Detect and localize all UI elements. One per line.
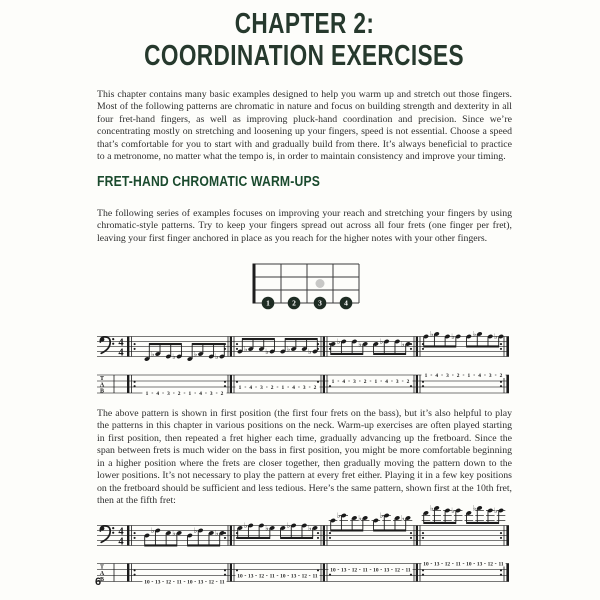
svg-text:4: 4 <box>156 391 160 397</box>
svg-text:2: 2 <box>456 373 460 379</box>
svg-text:4: 4 <box>385 379 388 385</box>
svg-text:13: 13 <box>434 561 440 568</box>
svg-text:3: 3 <box>395 379 399 385</box>
svg-text:♭: ♭ <box>451 332 455 342</box>
svg-text:4: 4 <box>249 385 253 391</box>
svg-text:2: 2 <box>499 373 503 379</box>
svg-text:T: T <box>99 376 105 382</box>
svg-text:♭: ♭ <box>215 352 219 362</box>
svg-text:♭: ♭ <box>265 347 269 357</box>
svg-text:2: 2 <box>291 298 296 308</box>
svg-text:3: 3 <box>302 385 306 391</box>
svg-text:3: 3 <box>488 373 492 379</box>
svg-text:12: 12 <box>165 579 172 586</box>
svg-text:11: 11 <box>219 579 225 586</box>
svg-text:1: 1 <box>265 298 270 308</box>
svg-text:♭: ♭ <box>150 349 155 359</box>
svg-text:4: 4 <box>199 391 202 397</box>
svg-text:♭: ♭ <box>336 337 341 347</box>
svg-text:♭: ♭ <box>193 349 198 359</box>
svg-text:4: 4 <box>342 379 346 385</box>
svg-text:2: 2 <box>270 385 274 391</box>
svg-text:12: 12 <box>394 567 400 574</box>
svg-text:4: 4 <box>118 526 124 538</box>
svg-text:♭: ♭ <box>172 352 176 362</box>
svg-text:T: T <box>99 564 105 571</box>
svg-text:12: 12 <box>301 573 307 580</box>
svg-text:12: 12 <box>351 567 358 574</box>
svg-text:♭: ♭ <box>358 339 362 349</box>
svg-text:3: 3 <box>167 391 170 397</box>
svg-text:10: 10 <box>280 573 286 580</box>
svg-text:♭: ♭ <box>286 521 291 531</box>
svg-text:♭: ♭ <box>150 526 155 536</box>
svg-text:A: A <box>99 382 105 389</box>
svg-text:3: 3 <box>446 373 449 379</box>
svg-text:4: 4 <box>118 337 124 349</box>
position-paragraph: The above pattern is shown in first position (the first four frets on the bass), but it’s also helpful to play the patterns in this chapter in various positions on the neck. Warm-up exercises are often played starting in first position, then repeated a fret higher each time, gradually advancing up the fretboard. Since the span between frets is much wider on the bass in first position, you might be more comfortable beginning in a higher position where the frets are closer together, then gradually moving the pattern down to the lower positions. It’s not necessary to play the pattern at every fret either. Playing it in a few key positions on the fretboard should be sufficient and less tedious. Here’s the same pattern, shown first at the 10th fret, then at the fifth fret: <box>97 408 512 507</box>
svg-text:♭: ♭ <box>379 511 384 521</box>
svg-text:11: 11 <box>405 567 411 574</box>
svg-text:♭: ♭ <box>494 506 498 516</box>
svg-text:♭: ♭ <box>286 344 291 354</box>
svg-text:4: 4 <box>478 373 481 379</box>
svg-text:4: 4 <box>118 536 124 548</box>
svg-text:3: 3 <box>353 379 356 385</box>
svg-text:13: 13 <box>248 573 254 580</box>
svg-text:B: B <box>99 388 105 395</box>
svg-text:4: 4 <box>343 298 348 308</box>
svg-text:♭: ♭ <box>401 513 405 523</box>
svg-text:10: 10 <box>330 567 336 574</box>
svg-text:A: A <box>99 570 105 577</box>
svg-text:12: 12 <box>208 579 214 586</box>
warmup-paragraph: The following series of examples focuses on improving your reach and stretching your fingers by using chromatic-style patterns. Try to keep your fingers spread out across all four frets (one finger per fret), leaving your first finger anchored in place as you reach for the higher notes with your other fingers. <box>97 208 512 244</box>
svg-text:1: 1 <box>188 391 192 397</box>
svg-text:2: 2 <box>177 391 181 397</box>
svg-text:1: 1 <box>145 391 149 397</box>
svg-text:♭: ♭ <box>172 528 176 538</box>
fretboard-graphic <box>245 256 365 320</box>
svg-text:♭: ♭ <box>472 329 477 339</box>
svg-text:B: B <box>99 577 105 584</box>
svg-text:2: 2 <box>406 379 410 385</box>
intro-paragraph: This chapter contains many basic examples designed to help you warm up and stretch out those fingers. Most of the following patterns are chromatic in nature and focus on building strength and dexterity in all four fret-hand fingers, as well as improving pluck-hand coordination and precision. Since we’re concentrating mostly on stretching and loosening up your fingers, speed is not essential. Choose a speed that’s comfortable for you to start with and gradually build from there. It’s always beneficial to practice to a metronome, no matter what the tempo is, in order to maintain consistency and improve your timing. <box>97 89 512 163</box>
svg-text:10: 10 <box>144 579 150 586</box>
svg-text:♭: ♭ <box>308 347 312 357</box>
svg-text:3: 3 <box>260 385 263 391</box>
svg-text:♭: ♭ <box>401 339 405 349</box>
svg-text:♭: ♭ <box>243 344 248 354</box>
svg-text:♭: ♭ <box>215 528 219 538</box>
system-1-graphic <box>97 324 512 402</box>
chapter-title <box>97 8 512 73</box>
svg-text:♭: ♭ <box>193 526 198 536</box>
svg-text:12: 12 <box>444 561 451 568</box>
svg-text:1: 1 <box>467 373 471 379</box>
svg-text:4: 4 <box>118 347 124 359</box>
svg-text:♭: ♭ <box>243 521 248 531</box>
svg-text:11: 11 <box>312 573 318 580</box>
svg-text:2: 2 <box>363 379 367 385</box>
svg-text:1: 1 <box>374 379 378 385</box>
svg-text:3: 3 <box>317 298 322 308</box>
page-number: 6 <box>95 576 102 588</box>
music-system-first-position <box>97 324 512 407</box>
fretboard-svg <box>245 298 365 324</box>
svg-text:1: 1 <box>424 373 428 379</box>
fretboard-diagram <box>97 256 512 325</box>
svg-text:13: 13 <box>383 567 390 574</box>
svg-text:2: 2 <box>220 391 224 397</box>
svg-text:13: 13 <box>290 573 297 580</box>
svg-text:♭: ♭ <box>451 506 455 516</box>
svg-text:12: 12 <box>487 561 493 568</box>
svg-text:4: 4 <box>435 373 439 379</box>
system-2-graphic <box>97 498 512 591</box>
svg-text:10: 10 <box>187 579 193 586</box>
svg-text:10: 10 <box>237 573 243 580</box>
svg-text:♭: ♭ <box>494 332 498 342</box>
svg-text:10: 10 <box>373 567 379 574</box>
music-system-tenth-fret <box>97 498 512 596</box>
svg-text:3: 3 <box>209 391 213 397</box>
section-heading: FRET-HAND CHROMATIC WARM-UPS <box>97 174 321 190</box>
svg-text:10: 10 <box>423 561 429 568</box>
svg-text:♭: ♭ <box>308 523 312 533</box>
svg-text:1: 1 <box>331 379 335 385</box>
svg-text:♭: ♭ <box>429 329 434 339</box>
svg-text:♭: ♭ <box>336 511 341 521</box>
svg-text:13: 13 <box>155 579 161 586</box>
svg-text:11: 11 <box>269 573 275 580</box>
svg-text:10: 10 <box>466 561 472 568</box>
svg-text:13: 13 <box>197 579 204 586</box>
svg-text:1: 1 <box>281 385 285 391</box>
svg-text:♭: ♭ <box>265 523 269 533</box>
svg-text:2: 2 <box>313 385 317 391</box>
svg-text:♭: ♭ <box>358 513 362 523</box>
svg-text:11: 11 <box>362 567 368 574</box>
svg-text:♭: ♭ <box>472 503 477 513</box>
svg-text:13: 13 <box>341 567 347 574</box>
svg-text:♭: ♭ <box>429 503 434 513</box>
svg-text:12: 12 <box>258 573 265 580</box>
svg-text:♭: ♭ <box>379 337 384 347</box>
svg-text:13: 13 <box>476 561 483 568</box>
svg-text:4: 4 <box>292 385 295 391</box>
svg-text:1: 1 <box>238 385 242 391</box>
svg-text:11: 11 <box>498 561 504 568</box>
svg-text:11: 11 <box>176 579 182 586</box>
svg-text:11: 11 <box>455 561 461 568</box>
chapter-title-line1: CHAPTER 2: <box>234 8 375 40</box>
chapter-title-line2: COORDINATION EXERCISES <box>144 40 465 73</box>
